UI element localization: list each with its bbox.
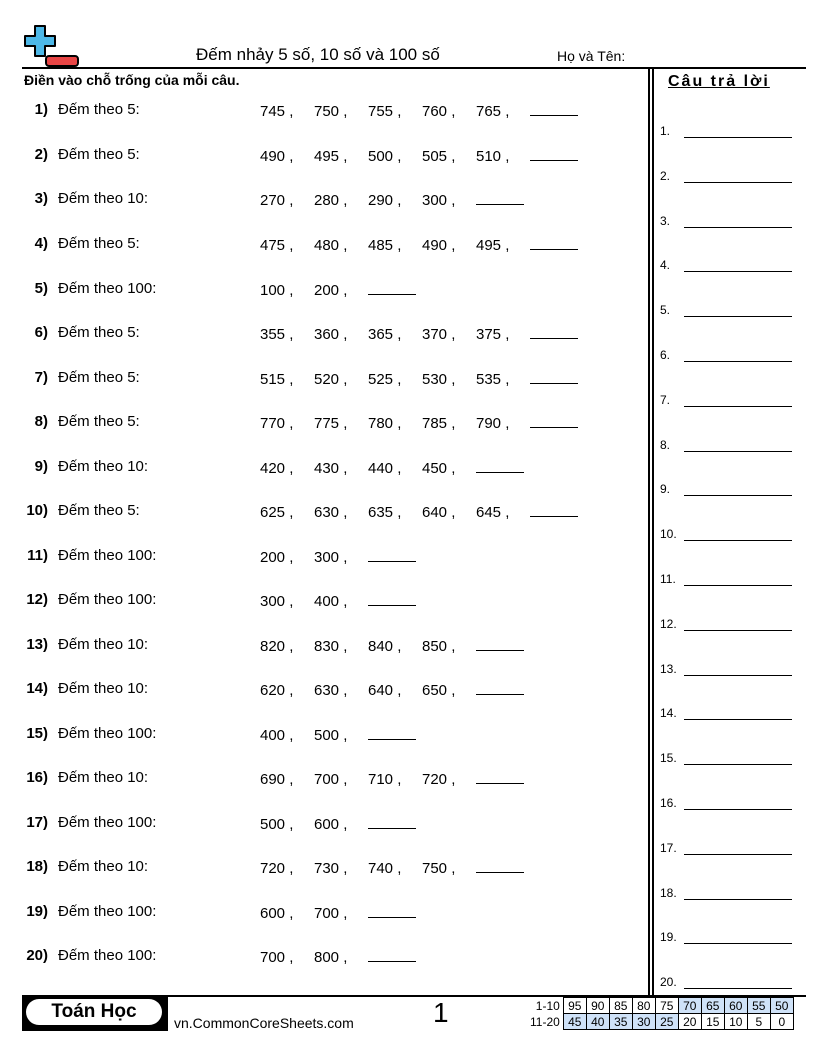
number-sequence [260,190,524,209]
answer-input-line[interactable] [684,630,792,631]
score-row [528,1014,793,1030]
problem-number: 13) [26,636,48,653]
answer-line[interactable] [660,702,792,722]
answer-blank[interactable] [530,324,578,339]
answer-input-line[interactable] [684,406,792,407]
answer-number: 8. [660,437,671,452]
answer-line[interactable] [660,613,792,633]
sequence-number: 400 , [314,593,348,610]
number-sequence [260,324,578,343]
sequence-number: 300 , [260,593,294,610]
sequence-number: 840 , [368,638,402,655]
number-sequence [260,680,524,699]
score-cell: 20 [678,1014,701,1030]
answer-input-line[interactable] [684,361,792,362]
answer-line[interactable] [660,882,792,902]
sequence-number: 790 , [476,415,510,432]
sequence-number: 830 , [314,638,348,655]
answer-line[interactable] [660,926,792,946]
answer-number: 11. [660,572,676,586]
answer-input-line[interactable] [684,809,792,810]
problem-number: 2) [34,146,48,163]
answer-blank[interactable] [368,547,416,562]
sequence-number: 525 , [368,371,402,388]
sequence-number: 430 , [314,460,348,477]
answer-number: 7. [660,392,671,407]
answer-input-line[interactable] [684,675,792,676]
problem-label: Đếm theo 5: [58,146,140,163]
answer-input-line[interactable] [684,227,792,228]
problem-label: Đếm theo 5: [58,101,140,118]
sequence-number: 630 , [314,504,348,521]
problem-label: Đếm theo 100: [58,903,157,920]
number-sequence [260,725,416,744]
problem-number: 20) [26,947,48,964]
answer-number: 12. [660,616,677,631]
answer-input-line[interactable] [684,943,792,944]
answer-input-line[interactable] [684,764,792,765]
answer-input-line[interactable] [684,495,792,496]
sequence-number: 495 , [314,148,348,165]
sequence-number: 700 , [260,949,294,966]
problem-number: 7) [34,369,48,386]
problem-label: Đếm theo 5: [58,369,140,386]
answer-number: 6. [660,348,671,362]
answer-line[interactable] [660,344,792,364]
score-cell: 30 [632,1014,655,1030]
answer-input-line[interactable] [684,271,792,272]
sequence-number: 640 , [422,504,456,521]
sequence-number: 600 , [260,905,294,922]
answer-input-line[interactable] [684,585,792,586]
header-rule [22,67,806,69]
sequence-number: 420 , [260,460,294,477]
sequence-number: 635 , [368,504,402,521]
score-cell: 85 [609,998,632,1014]
answer-line[interactable] [660,478,792,498]
name-label: Họ và Tên: [557,48,626,64]
sequence-number: 820 , [260,638,294,655]
score-cell: 50 [770,998,793,1014]
problem-number: 12) [26,591,48,608]
problem-label: Đếm theo 10: [58,190,149,207]
answer-line[interactable] [660,120,792,140]
problem-label: Đếm theo 100: [58,280,157,297]
answer-line[interactable] [660,434,792,454]
answer-input-line[interactable] [684,137,792,138]
number-sequence [260,814,416,833]
sequence-number: 765 , [476,103,510,120]
sequence-number: 730 , [314,860,348,877]
answer-input-line[interactable] [684,182,792,183]
answer-input-line[interactable] [684,988,792,989]
number-sequence [260,502,578,521]
worksheet-title: Đếm nhảy 5 số, 10 số và 100 số [196,45,440,64]
answer-input-line[interactable] [684,719,792,720]
sequence-number: 495 , [476,237,510,254]
sequence-number: 450 , [422,460,456,477]
sequence-number: 785 , [422,415,456,432]
sequence-number: 650 , [422,682,456,699]
problem-label: Đếm theo 10: [58,858,149,875]
sequence-number: 500 , [314,727,348,744]
sequence-number: 740 , [368,860,402,877]
answer-blank[interactable] [368,591,416,606]
answer-line[interactable] [660,837,792,857]
sequence-number: 535 , [476,371,510,388]
answer-line[interactable] [660,792,792,812]
number-sequence [260,858,524,877]
answer-line[interactable] [660,210,792,230]
problem-label: Đếm theo 5: [58,413,140,430]
sequence-number: 515 , [260,371,294,388]
problem-label: Đếm theo 10: [58,769,149,786]
number-sequence [260,101,578,120]
answer-blank[interactable] [476,190,524,205]
sequence-number: 775 , [314,415,348,432]
sequence-number: 300 , [422,192,456,209]
sequence-number: 755 , [368,103,402,120]
sequence-number: 640 , [368,682,402,699]
brand-label: Toán Học [26,999,162,1025]
sequence-number: 200 , [260,549,294,566]
answer-line[interactable] [660,299,792,319]
sequence-number: 400 , [260,727,294,744]
problem-number: 1) [34,101,48,118]
plus-minus-logo-icon [24,24,80,68]
answer-number: 19. [660,930,677,945]
problem-label: Đếm theo 10: [58,458,149,475]
score-cell: 55 [747,998,770,1014]
sequence-number: 720 , [260,860,294,877]
score-cell: 25 [655,1014,678,1030]
problem-number: 3) [34,190,48,207]
sequence-number: 290 , [368,192,402,209]
problem-number: 11) [27,547,48,564]
sequence-number: 490 , [422,237,456,254]
score-cell: 5 [747,1014,770,1030]
sequence-number: 365 , [368,326,402,343]
answer-number: 17. [660,840,677,855]
answer-blank[interactable] [530,413,578,428]
sequence-number: 800 , [314,949,348,966]
sequence-number: 720 , [422,771,456,788]
problem-label: Đếm theo 5: [58,502,140,519]
sequence-number: 750 , [422,860,456,877]
answer-blank[interactable] [476,636,524,651]
answer-blank[interactable] [368,814,416,829]
problem-number: 18) [26,858,48,875]
sequence-number: 770 , [260,415,294,432]
answer-number: 2. [660,168,671,183]
problem-number: 10) [26,502,48,519]
problem-number: 17) [26,814,48,831]
page-number: 1 [433,997,449,1028]
answer-blank[interactable] [368,947,416,962]
sequence-number: 360 , [314,326,348,343]
sequence-number: 375 , [476,326,510,343]
sequence-number: 645 , [476,504,510,521]
problem-label: Đếm theo 5: [58,235,140,252]
score-range-label: 1-10 [535,998,560,1013]
sequence-number: 355 , [260,326,294,343]
sequence-number: 620 , [260,682,294,699]
sequence-number: 780 , [368,415,402,432]
score-cell: 90 [586,998,609,1014]
number-sequence [260,769,524,788]
answer-blank[interactable] [368,725,416,740]
answer-blank[interactable] [476,680,524,695]
answer-blank[interactable] [476,769,524,784]
problem-label: Đếm theo 100: [58,814,157,831]
sequence-number: 520 , [314,371,348,388]
sequence-number: 530 , [422,371,456,388]
answer-input-line[interactable] [684,899,792,900]
problem-number: 4) [34,235,48,252]
problem-number: 15) [26,725,48,742]
sequence-number: 505 , [422,148,456,165]
answer-line[interactable] [660,389,792,409]
sequence-number: 500 , [368,148,402,165]
answer-line[interactable] [660,254,792,274]
sequence-number: 510 , [476,148,510,165]
answer-input-line[interactable] [684,854,792,855]
answer-number: 5. [660,303,671,318]
score-cell: 15 [701,1014,724,1030]
sequence-number: 490 , [260,148,294,165]
sequence-number: 480 , [314,237,348,254]
answer-number: 13. [660,661,677,676]
problem-number: 5) [34,280,48,297]
score-cell: 70 [678,998,701,1014]
score-range-label: 11-20 [530,1014,560,1029]
sequence-number: 300 , [314,549,348,566]
answer-blank[interactable] [530,101,578,116]
answer-number: 15. [660,751,677,766]
answer-number: 14. [660,706,677,721]
answer-line[interactable] [660,568,792,588]
answer-blank[interactable] [368,903,416,918]
answer-blank[interactable] [476,458,524,473]
answer-number: 20. [660,975,677,990]
problem-label: Đếm theo 10: [58,636,149,653]
score-cell: 60 [724,998,747,1014]
sequence-number: 280 , [314,192,348,209]
score-table [528,997,794,1030]
sequence-number: 600 , [314,816,348,833]
number-sequence [260,903,416,922]
number-sequence [260,591,416,610]
answer-line[interactable] [660,523,792,543]
answer-number: 18. [660,885,677,900]
answer-line[interactable] [660,971,792,991]
answer-number: 1. [660,124,671,138]
answer-input-line[interactable] [684,451,792,452]
number-sequence [260,547,416,566]
sequence-number: 690 , [260,771,294,788]
instructions: Điền vào chỗ trống của mỗi câu. [24,72,240,88]
sequence-number: 850 , [422,638,456,655]
sequence-number: 500 , [260,816,294,833]
sequence-number: 700 , [314,905,348,922]
score-cell: 80 [632,998,655,1014]
sequence-number: 370 , [422,326,456,343]
answer-blank[interactable] [476,858,524,873]
sequence-number: 440 , [368,460,402,477]
answers-heading: Câu trả lời [668,73,770,90]
sequence-number: 270 , [260,192,294,209]
problem-label: Đếm theo 100: [58,547,157,564]
problem-label: Đếm theo 5: [58,324,140,341]
answer-number: 10. [660,527,677,542]
number-sequence [260,636,524,655]
sequence-number: 485 , [368,237,402,254]
number-sequence [260,458,524,477]
score-cell: 10 [724,1014,747,1030]
column-divider [652,68,654,995]
problem-number: 19) [26,903,48,920]
answer-input-line[interactable] [684,540,792,541]
answer-blank[interactable] [530,146,578,161]
answer-number: 3. [660,213,671,228]
sequence-number: 475 , [260,237,294,254]
sequence-number: 750 , [314,103,348,120]
answer-line[interactable] [660,747,792,767]
number-sequence [260,413,578,432]
sequence-number: 745 , [260,103,294,120]
answer-number: 9. [660,482,671,497]
number-sequence [260,146,578,165]
problem-number: 8) [34,413,48,430]
answer-blank[interactable] [530,502,578,517]
answer-input-line[interactable] [684,316,792,317]
number-sequence [260,280,416,299]
sequence-number: 700 , [314,771,348,788]
brand-badge [22,997,168,1031]
answer-blank[interactable] [368,280,416,295]
answer-line[interactable] [660,658,792,678]
problem-label: Đếm theo 100: [58,947,157,964]
problem-number: 6) [34,324,48,341]
score-cell: 40 [586,1014,609,1030]
score-row [528,998,793,1014]
sequence-number: 100 , [260,282,294,299]
number-sequence [260,369,578,388]
site-url: vn.CommonCoreSheets.com [174,1015,354,1031]
answer-line[interactable] [660,165,792,185]
score-cell: 0 [770,1014,793,1030]
score-cell: 75 [655,998,678,1014]
answer-blank[interactable] [530,235,578,250]
column-divider [648,68,650,995]
number-sequence [260,947,416,966]
problem-label: Đếm theo 100: [58,591,157,608]
sequence-number: 200 , [314,282,348,299]
problem-number: 14) [26,680,48,697]
sequence-number: 760 , [422,103,456,120]
sequence-number: 625 , [260,504,294,521]
sequence-number: 710 , [368,771,402,788]
score-cell: 95 [563,998,586,1014]
answer-number: 4. [660,258,671,273]
problem-number: 16) [26,769,48,786]
score-cell: 45 [563,1014,586,1030]
score-cell: 35 [609,1014,632,1030]
problem-label: Đếm theo 100: [58,725,157,742]
score-cell: 65 [701,998,724,1014]
number-sequence [260,235,578,254]
sequence-number: 630 , [314,682,348,699]
answer-number: 16. [660,796,677,810]
problem-number: 9) [34,458,48,475]
problem-label: Đếm theo 10: [58,680,149,697]
answer-blank[interactable] [530,369,578,384]
